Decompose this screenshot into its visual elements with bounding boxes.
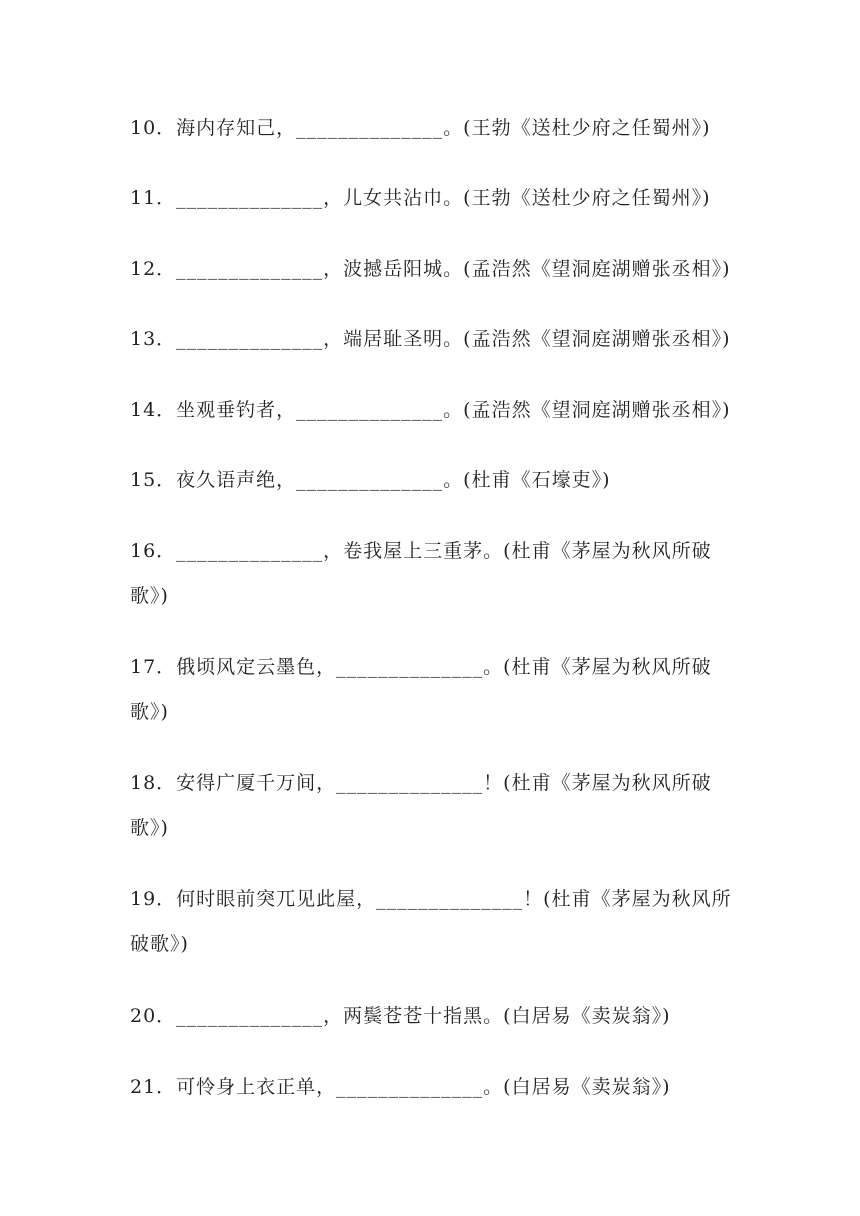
question-10: 10．海内存知己，______________。(王勃《送杜少府之任蜀州》) (130, 117, 711, 139)
question-21: 21．可怜身上衣正单，______________。(白居易《卖炭翁》) (130, 1076, 671, 1098)
question-15: 15．夜久语声绝，______________。(杜甫《石壕吏》) (130, 469, 611, 491)
question-16: 16．______________，卷我屋上三重茅。(杜甫《茅屋为秋风所破歌》) (130, 540, 712, 607)
question-12: 12．______________，波撼岳阳城。(孟浩然《望洞庭湖赠张丞相》) (130, 258, 731, 280)
question-14: 14．坐观垂钓者，______________。(孟浩然《望洞庭湖赠张丞相》) (130, 399, 731, 421)
question-17: 17．俄顷风定云墨色，______________。(杜甫《茅屋为秋风所破歌》) (130, 656, 712, 723)
question-13: 13．______________，端居耻圣明。(孟浩然《望洞庭湖赠张丞相》) (130, 328, 731, 350)
question-11: 11．______________，儿女共沾巾。(王勃《送杜少府之任蜀州》) (130, 187, 711, 209)
question-19: 19．何时眼前突兀见此屋，______________！(杜甫《茅屋为秋风所破歌》) (130, 888, 732, 955)
question-18: 18．安得广厦千万间，______________！(杜甫《茅屋为秋风所破歌》) (130, 772, 712, 839)
question-20: 20．______________，两鬓苍苍十指黑。(白居易《卖炭翁》) (130, 1005, 671, 1027)
